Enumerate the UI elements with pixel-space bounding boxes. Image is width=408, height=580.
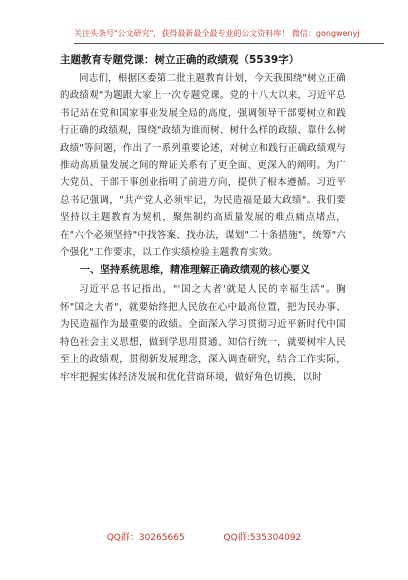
footer-qq-group-1: QQ群：30265665	[106, 533, 185, 543]
section-paragraph: 习近平总书记指出，"'国之大者'就是人民的幸福生活"。胸怀"国之大者"，就要始终把人民放在心中最高位置，把为民办事、为民造福作为最重要的政绩。全面深入学习贯彻习近平新时代中国特色社会主义思想，做到学思用贯通、知信行统一，就要树牢人民至上的政绩观，贯彻新发展理念，深入调查研究，结合工作实际，牢牢把握实体经济发展和优化营商环境，做好角色切换，以时	[60, 284, 346, 383]
header-banner: 关注头条号"公文研究"，获得最新最全最专业的公文资料库！ 微信：gongwenyj	[74, 28, 384, 44]
footer	[0, 532, 408, 544]
footer-qq-group-2: QQ群:535304092	[223, 533, 302, 543]
document-body	[60, 52, 346, 386]
document-title: 主题教育专题党课：树立正确的政绩观（5539字）	[60, 54, 300, 66]
section-heading: 一、坚持系统思维，精准理解正确政绩观的核心要义	[80, 265, 310, 277]
intro-paragraph: 同志们，根据区委第二批主题教育计划，今天我围绕"树立正确的政绩观"为题跟大家上一次专题党课。党的十八大以来，习近平总书记站在党和国家事业发展全局的高度，强调领导干部要树立和践行正确的政绩观，围绕"政绩为谁而树、树什么样的政绩、靠什么树政绩"等问题，作出了一系列重要论述，对树立和践行正确政绩观与推动高质量发展之间的辩证关系有了更全面、更深入的阐明。为广大党员、干部干事创业指明了前进方向，提供了根本遵循。习近平总书记强调，"共产党人必须牢记，为民造福是最大政绩"。我们要坚持以主题教育为契机，聚焦制约高质量发展的难点痛点堵点，在"六个必须坚持"中找答案、找办法，谋划"二十条措施"，统筹"六个强化"工作要求，以工作实绩检验主题教育实效。	[60, 73, 346, 259]
